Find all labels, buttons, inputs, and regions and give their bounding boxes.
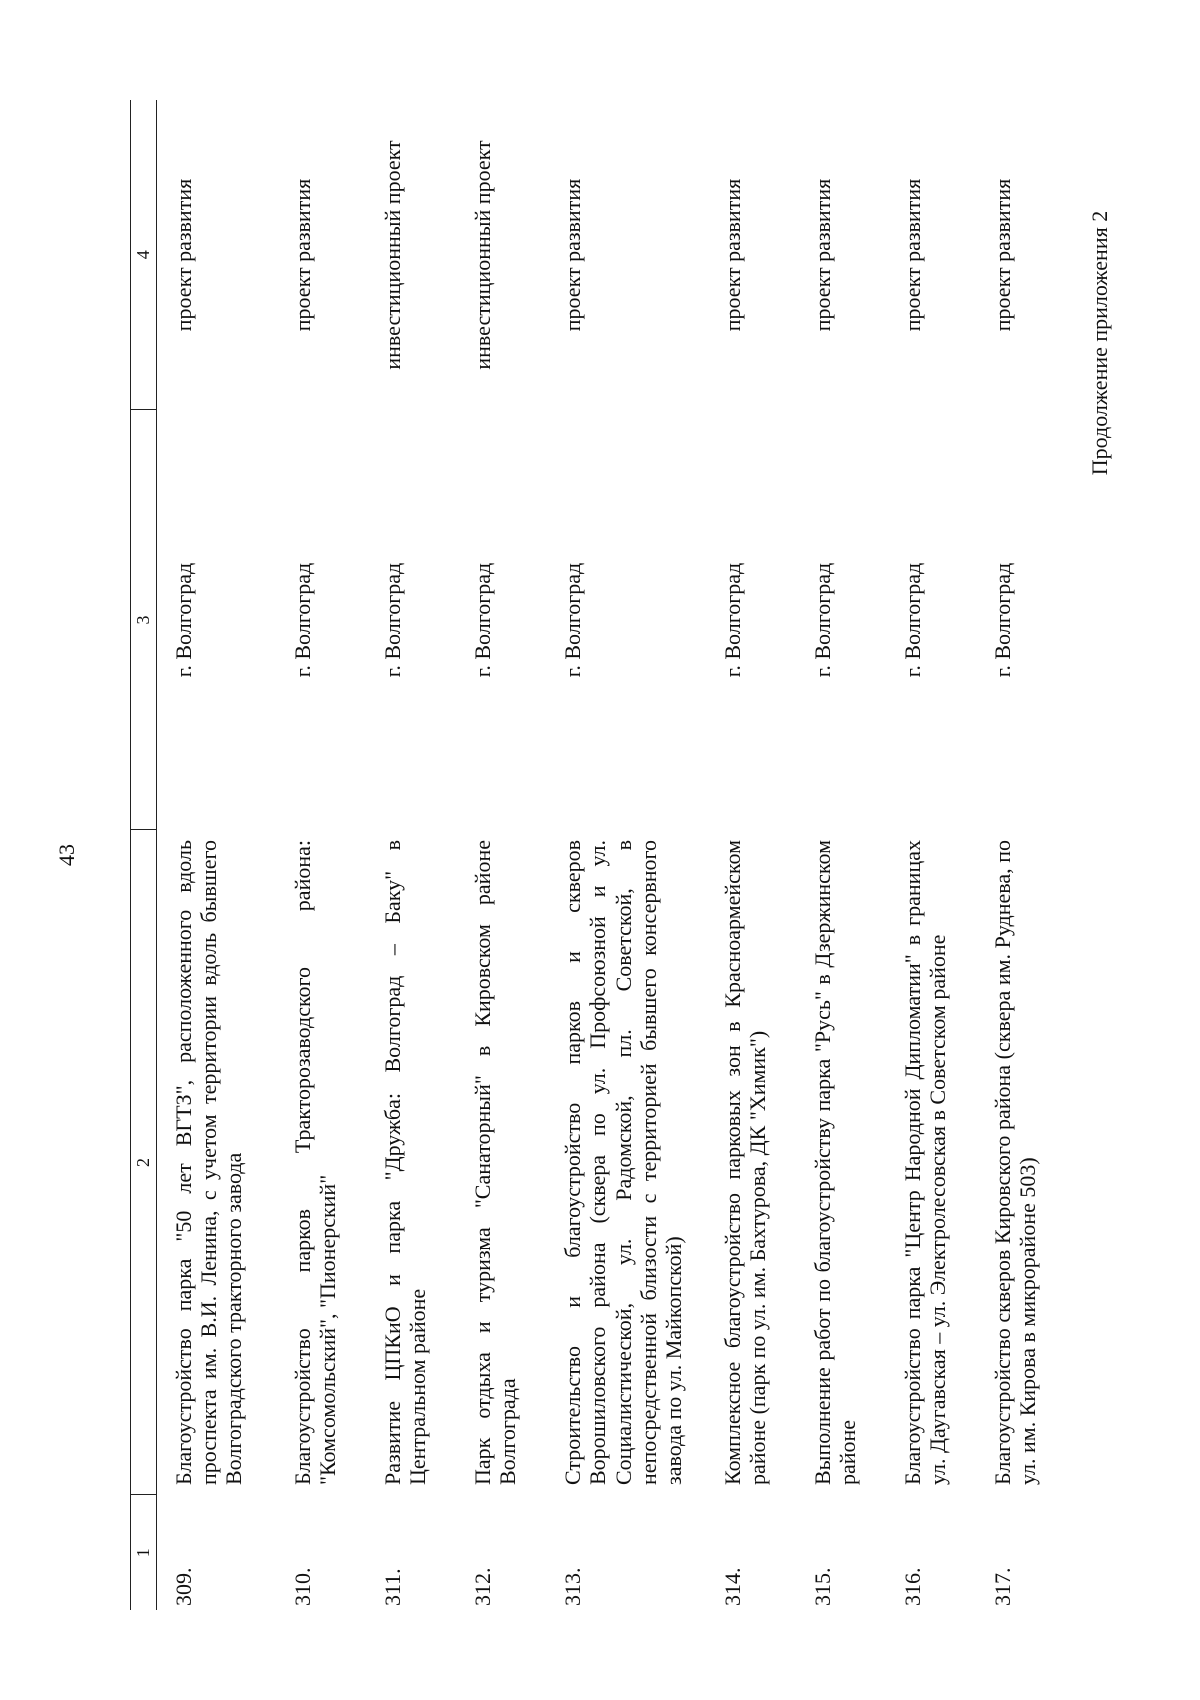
row-number: 309. bbox=[170, 1567, 196, 1606]
column-header: 1 bbox=[131, 1495, 157, 1610]
project-name: Строительство и благоустройство парков и скверов Ворошиловского района (сквера по ул. Профсоюзной и ул. Социалистической, ул. Радомской, пл. Советской, в непосредственной близости с территорией бывшего консервного завода по ул. Майкопской) bbox=[560, 840, 687, 1485]
project-type: проект развития bbox=[170, 178, 196, 332]
table-row bbox=[804, 100, 894, 1610]
row-number: 312. bbox=[470, 1567, 496, 1606]
project-name: Выполнение работ по благоустройству парка "Русь" в Дзержинском районе bbox=[810, 840, 861, 1485]
table-row bbox=[554, 100, 714, 1610]
annex-title: Продолжение приложения 2 bbox=[1087, 210, 1112, 476]
project-name: Парк отдыха и туризма "Санаторный" в Кировском районе Волгограда bbox=[470, 840, 521, 1485]
project-type: проект развития bbox=[720, 178, 746, 332]
project-name: Благоустройство парка "50 лет ВГТЗ", расположенного вдоль проспекта им. В.И. Ленина, с учетом территории вдоль бывшего Волгоградского тракторного завода bbox=[170, 840, 247, 1485]
table-row bbox=[374, 100, 464, 1610]
project-type: проект развития bbox=[900, 178, 926, 332]
table-row bbox=[464, 100, 554, 1610]
table-row bbox=[984, 100, 1074, 1610]
project-location: г. Волгоград bbox=[380, 562, 406, 678]
column-header: 2 bbox=[131, 830, 157, 1495]
row-number: 311. bbox=[380, 1568, 406, 1606]
row-number: 316. bbox=[900, 1567, 926, 1606]
project-type: проект развития bbox=[290, 178, 316, 332]
row-number: 317. bbox=[990, 1567, 1016, 1606]
project-name: Развитие ЦПКиО и парка "Дружба: Волгоград – Баку" в Центральном районе bbox=[380, 840, 431, 1485]
table-header bbox=[131, 100, 157, 1610]
header-row bbox=[131, 100, 157, 1610]
row-number: 310. bbox=[290, 1567, 316, 1606]
table-row bbox=[156, 100, 284, 1610]
project-type: инвестиционный проект bbox=[470, 140, 496, 370]
projects-table-container bbox=[130, 100, 1140, 1610]
project-type: инвестиционный проект bbox=[380, 140, 406, 370]
table-row bbox=[894, 100, 984, 1610]
table-body bbox=[156, 100, 1074, 1610]
column-header: 4 bbox=[131, 100, 157, 410]
project-location: г. Волгоград bbox=[810, 562, 836, 678]
project-name: Комплексное благоустройство парковых зон в Красноармейском районе (парк по ул. им. Бахтурова, ДК "Химик") bbox=[720, 840, 771, 1485]
project-location: г. Волгоград bbox=[900, 562, 926, 678]
project-location: г. Волгоград bbox=[290, 562, 316, 678]
project-location: г. Волгоград bbox=[560, 562, 586, 678]
project-type: проект развития bbox=[810, 178, 836, 332]
project-location: г. Волгоград bbox=[470, 562, 496, 678]
projects-table bbox=[130, 100, 1074, 1610]
row-number: 314. bbox=[720, 1567, 746, 1606]
project-location: г. Волгоград bbox=[170, 562, 196, 678]
page-number: 43 bbox=[54, 844, 79, 866]
project-type: проект развития bbox=[990, 178, 1016, 332]
project-name: Благоустройство парков Тракторозаводского района: "Комсомольский", "Пионерский" bbox=[290, 840, 341, 1485]
row-number: 315. bbox=[810, 1567, 836, 1606]
project-name: Благоустройство скверов Кировского района (сквера им. Руднева, по ул. им. Кирова в микрорайоне 503) bbox=[990, 840, 1041, 1485]
row-number: 313. bbox=[560, 1567, 586, 1606]
project-location: г. Волгоград bbox=[720, 562, 746, 678]
project-location: г. Волгоград bbox=[990, 562, 1016, 678]
column-header: 3 bbox=[131, 410, 157, 830]
table-row bbox=[284, 100, 374, 1610]
project-type: проект развития bbox=[560, 178, 586, 332]
project-name: Благоустройство парка "Центр Народной Дипломатии" в границах ул. Даугавская – ул. Электролесовская в Советском районе bbox=[900, 840, 951, 1485]
table-row bbox=[714, 100, 804, 1610]
